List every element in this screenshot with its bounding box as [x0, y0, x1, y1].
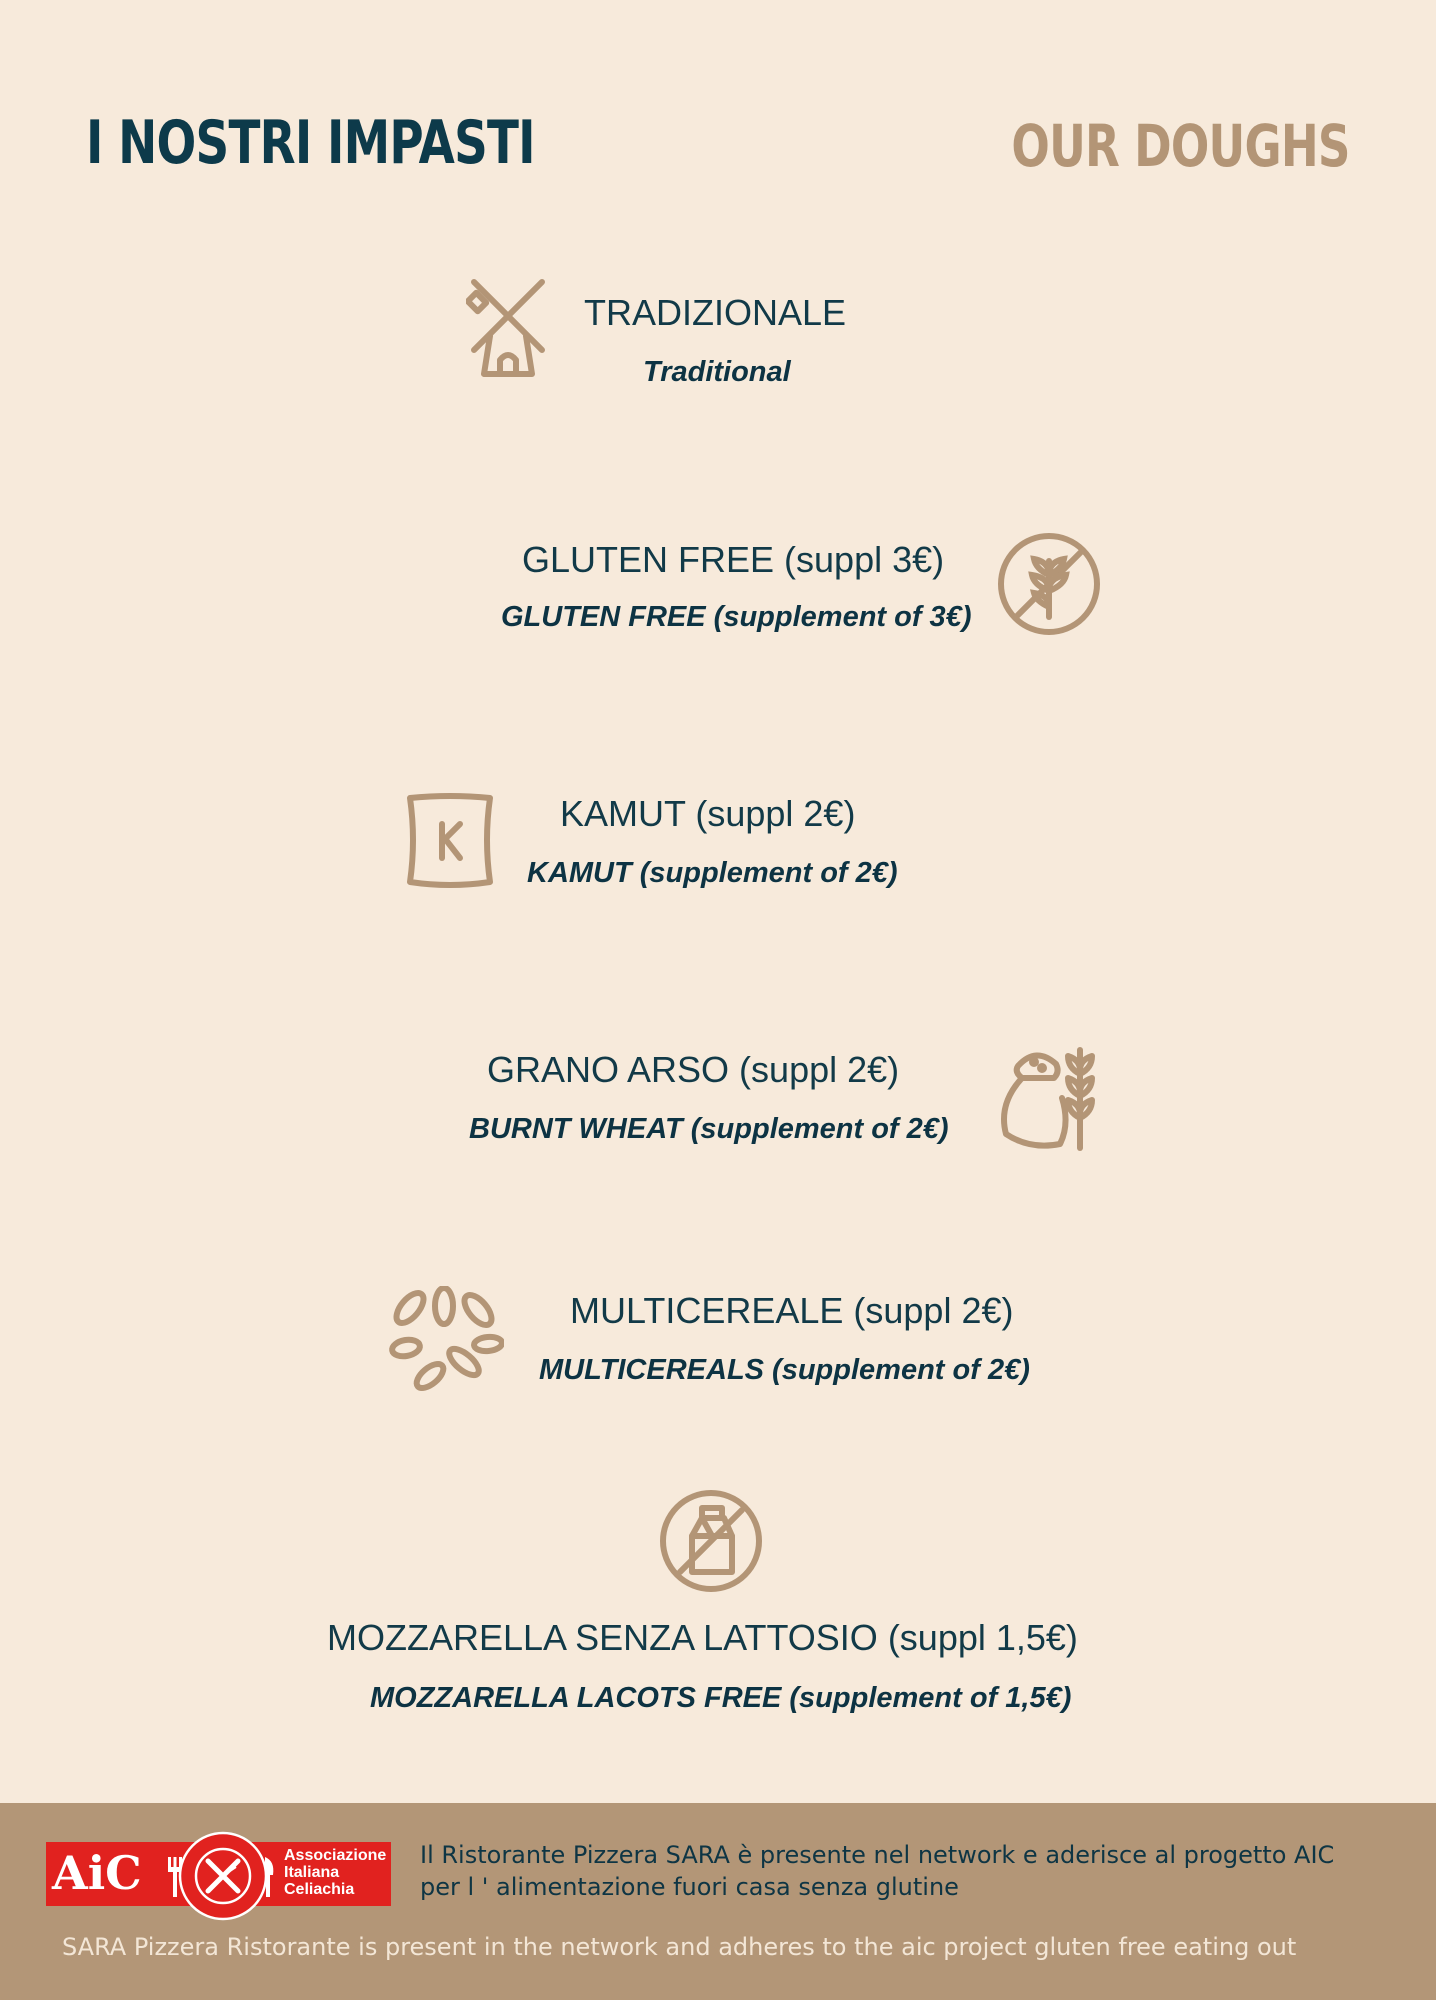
dough-name-it: KAMUT (suppl 2€) [560, 793, 856, 834]
knife-icon [263, 1857, 275, 1901]
footer-text-it-line: per l ' alimentazione fuori casa senza glutine [420, 1873, 959, 1901]
dough-name-it: GLUTEN FREE (suppl 3€) [522, 539, 945, 580]
footer-text-it [420, 1839, 1334, 1903]
dough-name-it: GRANO ARSO (suppl 2€) [487, 1049, 900, 1090]
page-title: I NOSTRI IMPASTI [86, 108, 535, 178]
page-title-english: OUR DOUGHS [1011, 112, 1350, 180]
dough-name-en: MULTICEREALS (supplement of 2€) [539, 1354, 1030, 1386]
no-milk-icon [658, 1488, 764, 1594]
grains-icon [382, 1286, 504, 1404]
no-gluten-icon [996, 531, 1102, 637]
aic-logo-line: Celiachia [284, 1881, 355, 1898]
flour-sack-wheat-icon [996, 1044, 1102, 1152]
kamut-bag-icon [400, 790, 500, 892]
dough-name-en: BURNT WHEAT (supplement of 2€) [469, 1113, 949, 1145]
aic-logo-line: Associazione [284, 1847, 387, 1864]
aic-seal-icon [178, 1831, 268, 1925]
dough-name-en: GLUTEN FREE (supplement of 3€) [501, 601, 972, 633]
dough-name-it: TRADIZIONALE [584, 292, 847, 333]
footer-text-it-line: Il Ristorante Pizzera SARA è presente nel network e aderisce al progetto AIC [420, 1841, 1335, 1869]
footer-text-en: SARA Pizzera Ristorante is present in the network and adheres to the aic project gluten free eating out [62, 1933, 1297, 1961]
dough-name-en: KAMUT (supplement of 2€) [527, 857, 898, 889]
aic-logo-text [284, 1847, 386, 1898]
dough-name-en: MOZZARELLA LACOTS FREE (supplement of 1,5€) [370, 1682, 1072, 1714]
dough-name-it: MULTICEREALE (suppl 2€) [570, 1290, 1014, 1331]
aic-logo-line: Italiana [284, 1864, 340, 1881]
aic-logo-abbr: AiC [52, 1846, 142, 1900]
dough-name-it: MOZZARELLA SENZA LATTOSIO (suppl 1,5€) [327, 1617, 1078, 1658]
windmill-icon [466, 274, 550, 380]
dough-name-en: Traditional [643, 356, 791, 388]
